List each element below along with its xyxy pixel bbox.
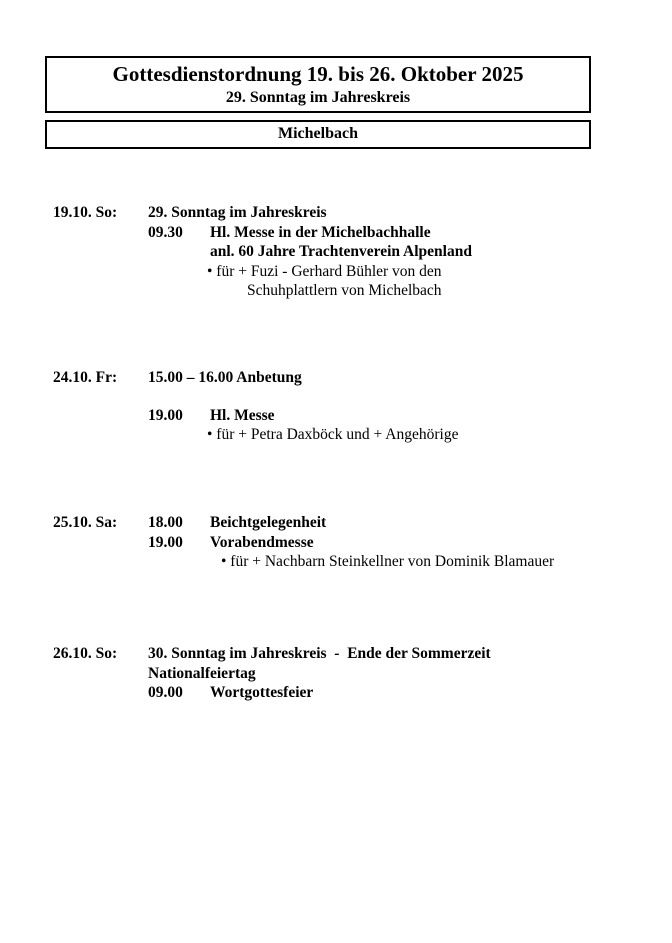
- schedule-line: [148, 513, 642, 533]
- event-text: Wortgottesfeier: [210, 684, 314, 701]
- schedule-line: [148, 683, 642, 703]
- schedule-line: [148, 533, 642, 553]
- schedule-line: [148, 223, 642, 243]
- entry-date: 26.10. So:: [53, 645, 118, 662]
- entry-date: 25.10. Sa:: [53, 514, 118, 531]
- entry-date: 24.10. Fr:: [53, 369, 118, 386]
- intention-text: • für + Fuzi - Gerhard Bühler von den: [207, 262, 442, 280]
- event-title: 15.00 – 16.00 Anbetung: [148, 369, 302, 386]
- time-label: 19.00: [148, 533, 183, 551]
- event-detail: anl. 60 Jahre Trachtenverein Alpenland: [210, 243, 472, 260]
- entry-content: [148, 368, 642, 445]
- entry-content: [148, 513, 642, 572]
- schedule-entry: [0, 513, 672, 572]
- entry-date: 19.10. So:: [53, 204, 118, 221]
- time-label: 18.00: [148, 514, 183, 531]
- intention-continuation: Schuhplattlern von Michelbach: [247, 282, 442, 299]
- location-title: Michelbach: [278, 125, 358, 142]
- entry-content: [148, 644, 642, 703]
- schedule-entry: [0, 644, 672, 703]
- event-text: Vorabendmesse: [210, 533, 314, 551]
- entry-content: [148, 203, 642, 301]
- event-text: Hl. Messe: [210, 406, 275, 424]
- header-box: [45, 56, 591, 113]
- event-title-secondary: Nationalfeiertag: [148, 664, 256, 682]
- schedule-entry: [0, 368, 672, 445]
- event-text: Hl. Messe in der Michelbachhalle: [210, 223, 431, 241]
- intention-text: • für + Nachbarn Steinkellner von Dominik Blamauer: [221, 553, 555, 570]
- event-title: 29. Sonntag im Jahreskreis: [148, 204, 327, 221]
- time-label: 19.00: [148, 406, 183, 424]
- schedule-line: [148, 406, 642, 426]
- event-text: Beichtgelegenheit: [210, 514, 327, 531]
- page-subtitle: 29. Sonntag im Jahreskreis: [225, 89, 411, 106]
- schedule-entry: [0, 203, 672, 301]
- time-label: 09.00: [148, 684, 183, 701]
- event-title: 30. Sonntag im Jahreskreis - Ende der Sommerzeit: [148, 645, 491, 662]
- location-box: [45, 120, 591, 149]
- time-label: 09.30: [148, 223, 183, 241]
- page-title: Gottesdienstordnung 19. bis 26. Oktober 2025: [112, 62, 524, 86]
- intention-text: • für + Petra Daxböck und + Angehörige: [207, 426, 459, 443]
